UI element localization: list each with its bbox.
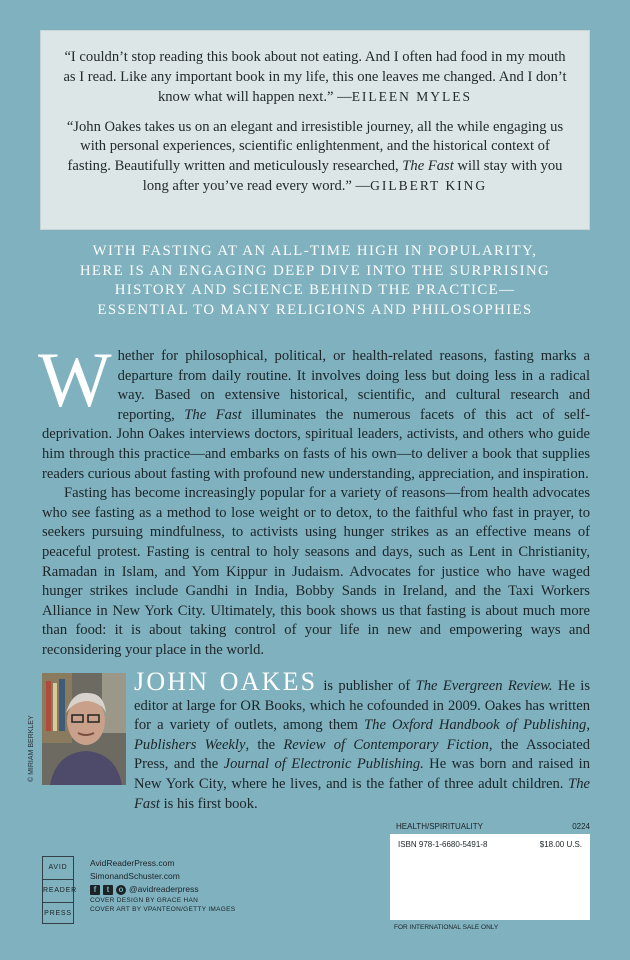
logo-line: AVID [43, 857, 73, 880]
bio-text: He is editor at large for OR Books, which he cofounded in 2009. Oakes has written for a variety of outlets, among them [134, 678, 591, 734]
book-title: The Fast [402, 157, 454, 174]
bio-text: , the Associated Press, and the [134, 736, 590, 773]
headline [30, 242, 600, 320]
publisher-info [90, 857, 290, 914]
date-code: 0224 [572, 822, 590, 831]
photo-credit: © MIRIAM BERKLEY [28, 715, 35, 782]
book-description [38, 336, 590, 661]
book-title: The Fast [184, 406, 242, 423]
logo-line: READER [43, 880, 73, 903]
price: $18.00 U.S. [539, 840, 582, 849]
bio-italic: Journal of Electronic Publishing. [223, 756, 424, 773]
headline-line: HISTORY AND SCIENCE BEHIND THE PRACTICE— [114, 282, 516, 298]
cover-design-credit: COVER DESIGN BY GRACE HAN [90, 897, 199, 904]
bio-text: is publisher of [323, 678, 416, 694]
description-paragraph-1 [38, 336, 590, 484]
bio-text: He was born and raised in New York City, where he lives, and is the father of three adult children. [134, 756, 591, 792]
bio-text: , [586, 717, 590, 734]
praise-quotes-box [40, 30, 590, 230]
quote-text: “I couldn’t stop reading this book about not eating. And I often had food in my mouth as I read. Like any important book in my life, this one leaves me changed. And I don’t know what will happen next.” — [63, 49, 567, 105]
author-bio [134, 667, 591, 814]
barcode-box [390, 834, 590, 920]
cover-art-credit: COVER ART BY VPANTEON/GETTY IMAGES [90, 906, 236, 913]
international-sale-note: FOR INTERNATIONAL SALE ONLY [394, 924, 499, 931]
quote-text: “John Oakes takes us on an elegant and irresistible journey, all the while engaging us with personal experiences, scientific enlightenment, and the historical context of fasting. Beautifully written and meticulously researched, [66, 118, 564, 174]
website-link[interactable]: AvidReaderPress.com [90, 858, 175, 868]
description-text: illuminates the numerous facets of this act of self-deprivation. John Oakes interviews doctors, spiritual leaders, activists, and others who guide him through this practice—and embarks on fasts of his own—to deliver a book that supplies readers curious about fasting with profound new understanding, appreciation, and inspiration. [42, 406, 590, 482]
twitter-icon[interactable]: t [103, 885, 113, 895]
author-photo [42, 673, 126, 785]
headline-line: HERE IS AN ENGAGING DEEP DIVE INTO THE SURPRISING [79, 262, 551, 279]
bio-text: , the [245, 736, 284, 753]
instagram-icon[interactable]: o [116, 885, 126, 895]
logo-line: PRESS [44, 910, 72, 917]
drop-cap: W [38, 336, 112, 423]
bio-italic: The Oxford Handbook of Publishing [364, 717, 587, 734]
headline-line: WITH FASTING AT AN ALL-TIME HIGH IN POPULARITY, [92, 243, 538, 259]
social-handle: @avidreaderpress [129, 884, 199, 894]
barcode-label [396, 822, 590, 831]
bio-italic: The Fast [134, 775, 590, 812]
category-label: HEALTH/SPIRITUALITY [396, 822, 483, 831]
description-text: hether for philosophical, political, or health-related reasons, fasting marks a departure from daily routine. It involves doing less but doing less in a radical way. Based on extensive historical, scientific, and cultural research and reporting, [117, 348, 590, 423]
quote-text: will stay with you long after you’ve read every word.” — [142, 157, 563, 194]
isbn: ISBN 978-1-6680-5491-8 [398, 840, 488, 849]
quote-king [62, 118, 568, 197]
headline-line: ESSENTIAL TO MANY RELIGIONS AND PHILOSOPHIES [97, 301, 533, 318]
quote-author: GILBERT KING [370, 178, 488, 193]
bio-italic: Review of Contemporary Fiction [283, 736, 489, 753]
facebook-icon[interactable]: f [90, 885, 100, 895]
social-links [90, 883, 290, 896]
author-name: JOHN OAKES [134, 667, 318, 696]
description-paragraph-2: Fasting has become increasingly popular for a variety of reasons—from health advocates who see fasting as a method to lose weight or to detox, to the faithful who fast in prayer, to seekers pursuing mindfulness, to activists using hunger strikes as an effective means of peaceful protest. Fasting is central to holy seasons and days, such as Lent in Christianity, Ramadan in Islam, and Yom Kippur in Judaism. Advocates for justice who have waged hunger strikes include Gandhi in India, Bobby Sands in Ireland, and the Taxi Workers Alliance in New York City. Ultimately, this book shows us that fasting is about much more than food: it is about taking control of your life in new and empowering ways and reconsidering your place in the world. [42, 485, 590, 658]
quote-author: EILEEN MYLES [351, 89, 473, 104]
quote-myles [62, 48, 568, 108]
bio-italic: Publishers Weekly [134, 736, 246, 753]
author-portrait-illustration [42, 673, 126, 785]
publisher-logo [42, 856, 77, 924]
bio-italic: The Evergreen Review. [415, 678, 553, 694]
website-link[interactable]: SimonandSchuster.com [90, 871, 180, 881]
bio-text: is his first book. [159, 795, 258, 812]
